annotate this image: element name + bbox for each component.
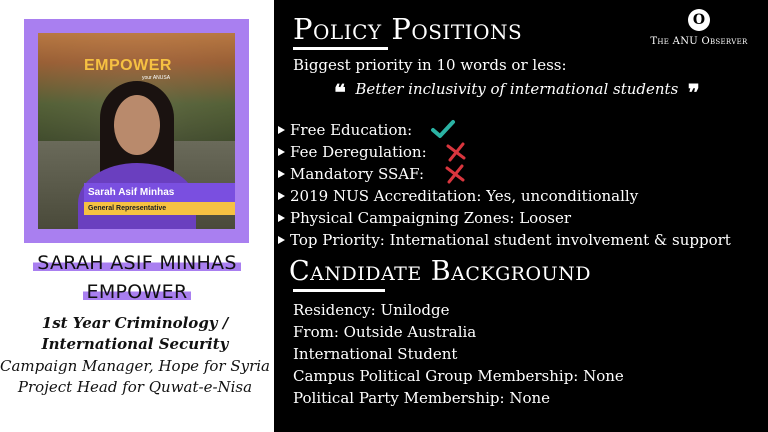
priority-quote: ❝ Better inclusivity of international students ❞ (334, 80, 700, 106)
bullet-icon (278, 192, 285, 200)
policy-item: Physical Campaigning Zones: Looser (278, 207, 731, 229)
cross-icon (443, 141, 469, 163)
policy-item: Mandatory SSAF: (278, 163, 731, 185)
policy-list (278, 119, 731, 251)
candidate-photo (38, 33, 235, 229)
observer-logo-icon: O (688, 9, 710, 31)
candidate-ticket: EMPOWER (83, 281, 192, 303)
observer-logo-text: The ANU Observer (650, 36, 748, 47)
bullet-icon (278, 170, 285, 178)
candidate-photo-frame (24, 19, 249, 243)
background-item: Residency: Unilodge (293, 301, 450, 319)
candidate-degree: 1st Year Criminology / International Security (41, 314, 229, 353)
background-list (293, 299, 624, 409)
close-quote-icon: ❞ (687, 80, 700, 106)
cross-icon (442, 163, 468, 185)
photo-brand-logo: EMPOWER (84, 57, 172, 74)
candidate-roles: Campaign Manager, Hope for Syria Project Head for Quwat-e-Nisa (0, 357, 270, 396)
background-item: Campus Political Group Membership: None (293, 367, 624, 385)
observer-logo (644, 9, 754, 47)
bullet-icon (278, 214, 285, 222)
bullet-icon (278, 148, 285, 156)
background-item: From: Outside Australia (293, 323, 477, 341)
candidate-panel (0, 0, 274, 432)
policy-item: 2019 NUS Accreditation: Yes, unconditionally (278, 185, 731, 207)
priority-prompt: Biggest priority in 10 words or less: (293, 56, 567, 74)
photo-name-bar: Sarah Asif Minhas (84, 183, 235, 202)
info-panel (274, 0, 768, 432)
check-icon (430, 119, 456, 141)
candidate-name: SARAH ASIF MINHAS (33, 252, 240, 274)
policy-item: Free Education: (278, 119, 731, 141)
background-item: International Student (293, 345, 458, 363)
policy-item: Fee Deregulation: (278, 141, 731, 163)
background-heading-underline (293, 289, 385, 292)
bullet-icon (278, 236, 285, 244)
open-quote-icon: ❝ (334, 80, 346, 106)
photo-role-bar: General Representative (84, 202, 235, 215)
policy-heading-underline (293, 47, 388, 50)
bullet-icon (278, 126, 285, 134)
photo-brand-subtitle: your ANUSA (142, 75, 171, 81)
background-heading: Candidate Background (289, 256, 592, 287)
policy-item: Top Priority: International student involvement & support (278, 229, 731, 251)
policy-heading: Policy Positions (293, 12, 523, 46)
background-item: Political Party Membership: None (293, 389, 551, 407)
